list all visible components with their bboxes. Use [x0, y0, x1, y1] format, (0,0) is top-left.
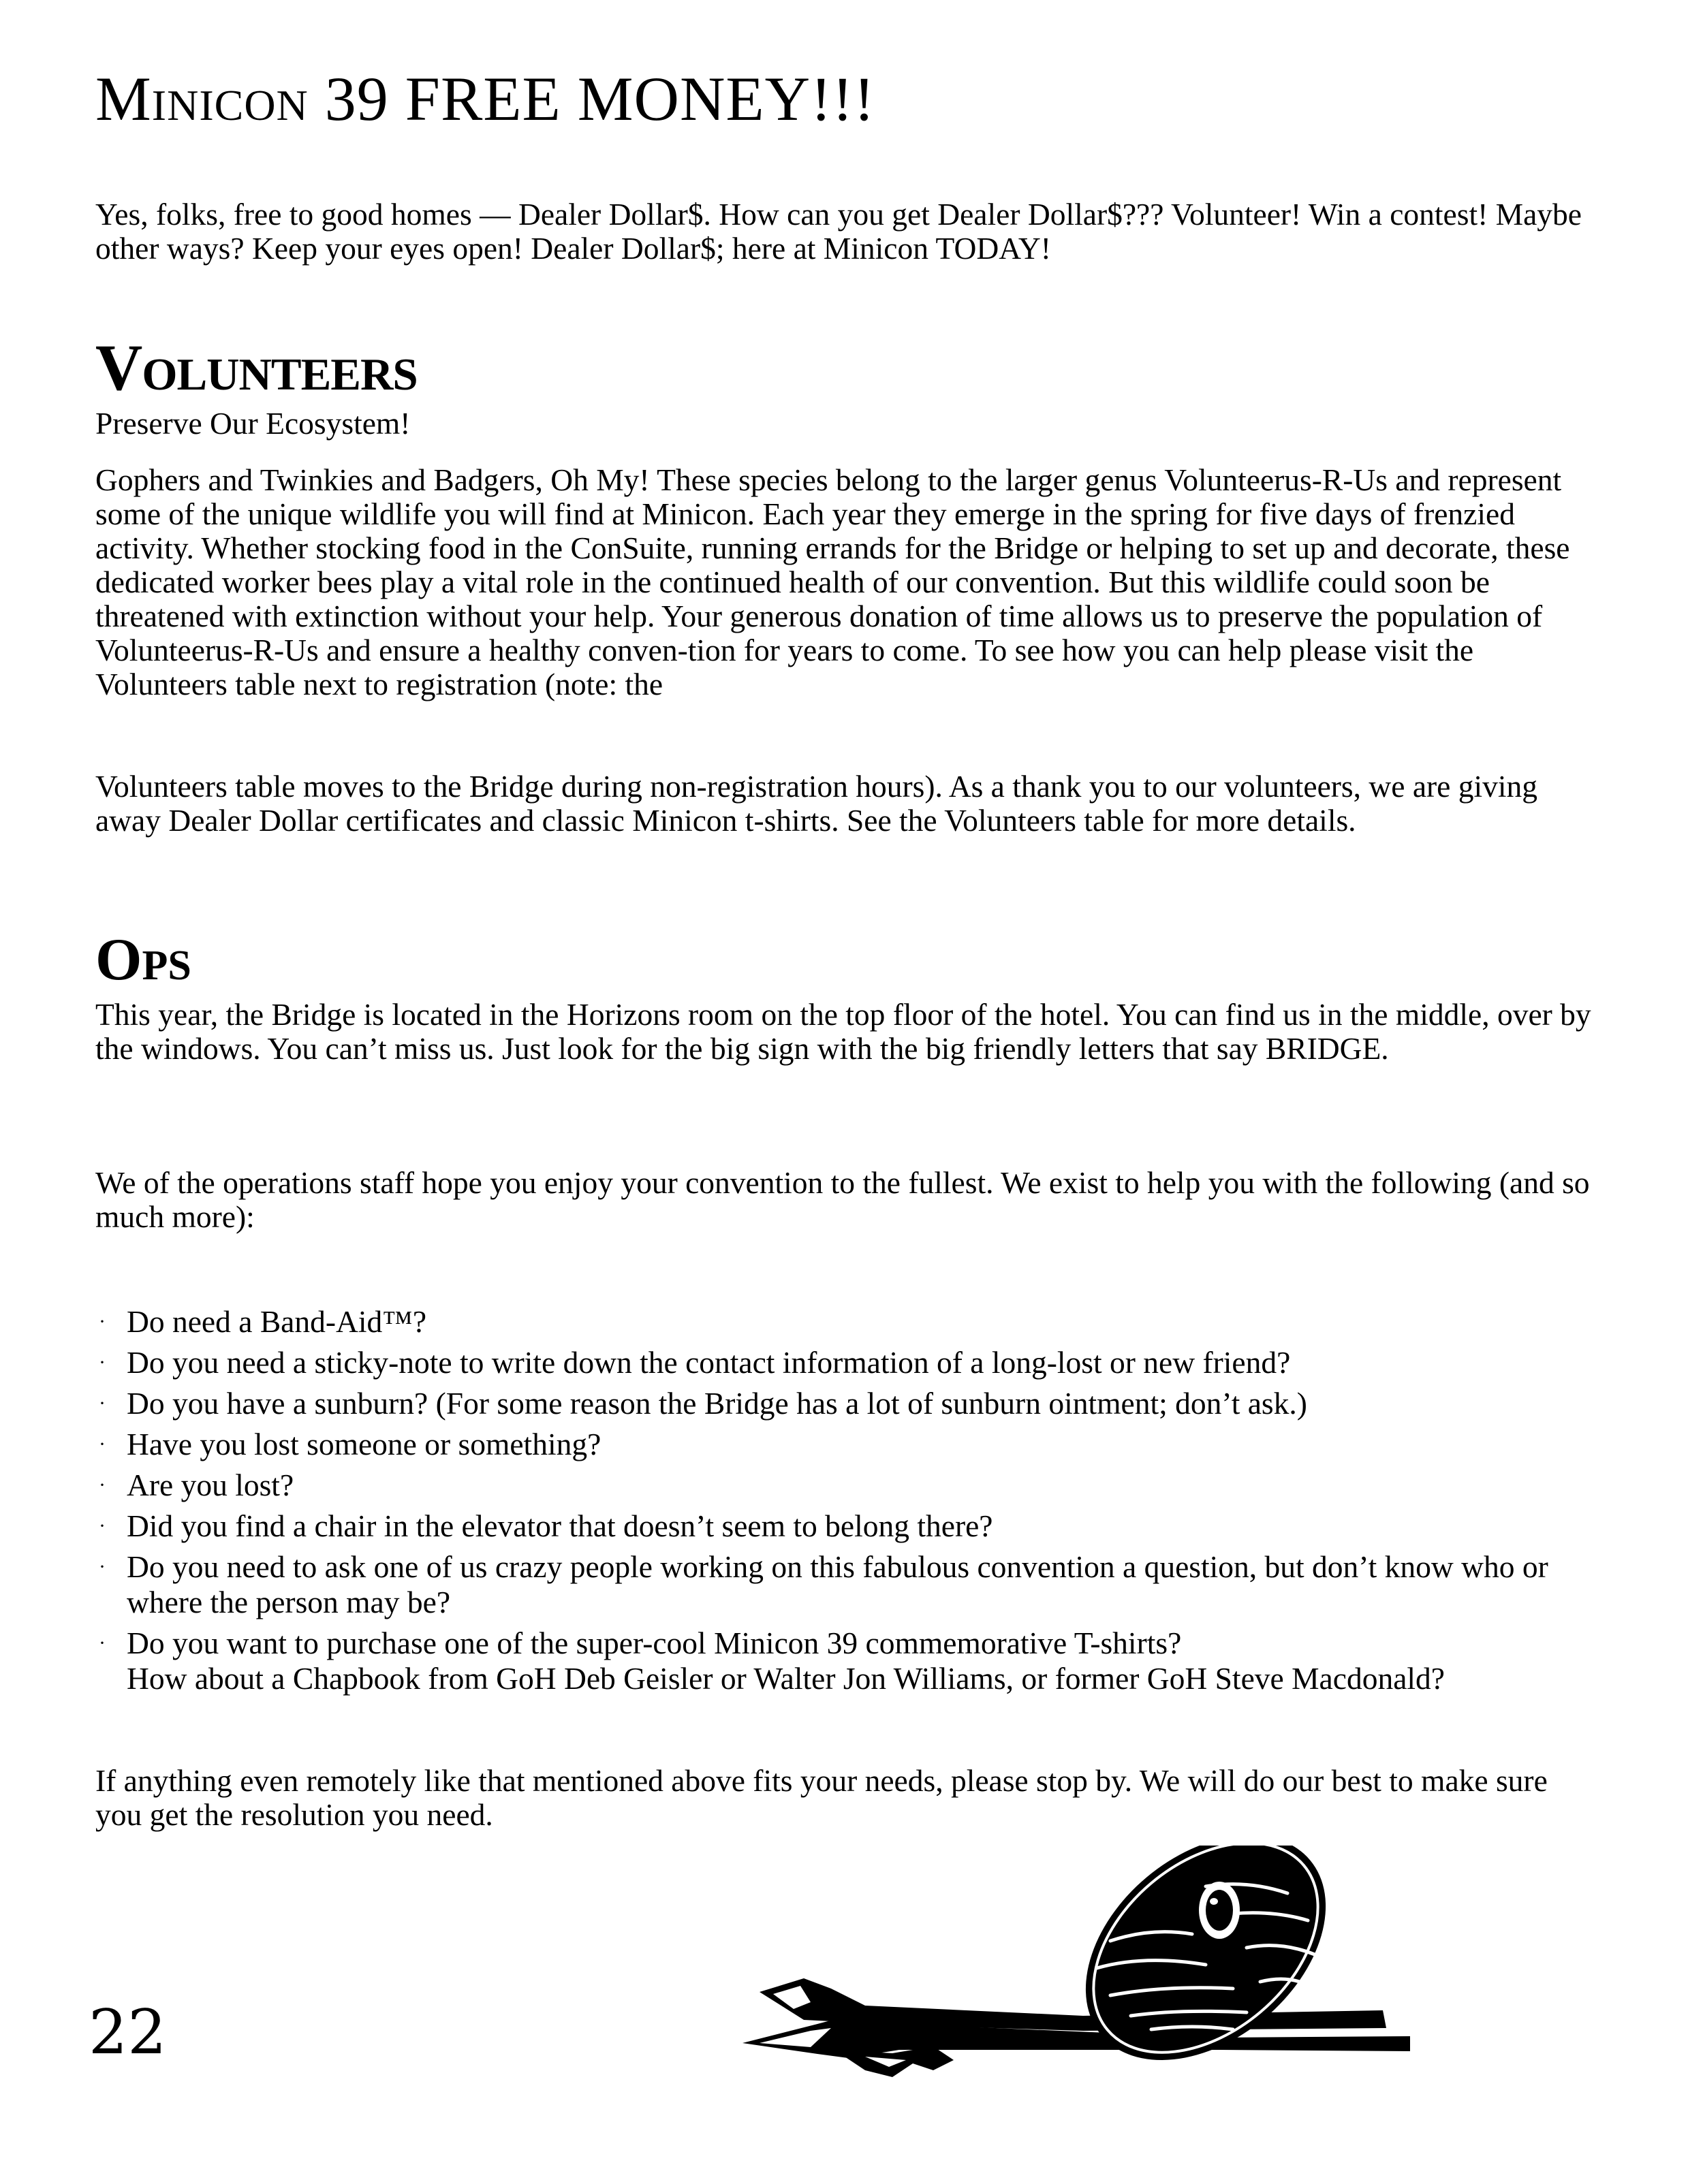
ops-paragraph-1: This year, the Bridge is located in the Horizons room on the top floor of the hotel. You can find us in the middle, over by the windows. You can’t miss us. Just look for the big sign with the big friendly letters that say BRIDGE.: [95, 997, 1591, 1066]
closing-paragraph: If anything even remotely like that mentioned above fits your needs, please stop by. We will do our best to make sure you get the resolution you need.: [95, 1763, 1548, 1832]
bullet-icon: ·: [99, 1310, 106, 1333]
list-item-text: Do you need to ask one of us crazy people working on this fabulous convention a question, but don’t know who or where the person may be?: [127, 1549, 1548, 1619]
page-number: 22: [89, 1997, 167, 2068]
list-item: [95, 1626, 1601, 1696]
bullet-icon: ·: [99, 1515, 106, 1537]
list-item-text: Do you need a sticky-note to write down the contact information of a long-lost or new friend?: [127, 1345, 1291, 1380]
list-item: [95, 1468, 1601, 1503]
list-item-text: Do you have a sunburn? (For some reason the Bridge has a lot of sunburn ointment; don’t ask.): [127, 1386, 1307, 1421]
list-item-text: Did you find a chair in the elevator that doesn’t seem to belong there?: [127, 1508, 993, 1543]
ops-heading: Ops: [95, 927, 191, 993]
volunteers-heading: Volunteers: [95, 331, 418, 404]
bullet-icon: ·: [99, 1433, 106, 1455]
list-item-text: Have you lost someone or something?: [127, 1427, 601, 1461]
list-item-extra-text: How about a Chapbook from GoH Deb Geisler or Walter Jon Williams, or former GoH Steve Macdonald?: [127, 1661, 1445, 1696]
ops-paragraph-2: We of the operations staff hope you enjoy your convention to the fullest. We exist to help you with the following (and so much more):: [95, 1165, 1590, 1234]
ops-help-list: [95, 1304, 1601, 1702]
bullet-icon: ·: [99, 1474, 106, 1496]
page-title: Minicon 39 FREE MONEY!!!: [95, 64, 875, 133]
bullet-icon: ·: [99, 1392, 106, 1414]
list-item: [95, 1427, 1601, 1462]
list-item-text: Do need a Band-Aid™?: [127, 1304, 427, 1339]
volunteers-paragraph-1: Gophers and Twinkies and Badgers, Oh My! These species belong to the larger genus Volunteerus-R-Us and represent some of the unique wildlife you will find at Minicon. Each year they emerge in the spring for five days of frenzied activity. Whether stocking food in the ConSuite, running errands for the Bridge or helping to set up and decorate, these dedicated worker bees play a vital role in the continued health of our convention. But this wildlife could soon be threatened with extinction without your help. Your generous donation of time allows us to preserve the population of Volunteerus-R-Us and ensure a healthy conven-tion for years to come. To see how you can help please visit the Volunteers table next to registration (note: the: [95, 462, 1570, 701]
list-item: [95, 1304, 1601, 1340]
volunteers-subtitle: Preserve Our Ecosystem!: [95, 406, 411, 441]
list-item: [95, 1549, 1601, 1620]
bullet-icon: ·: [99, 1555, 106, 1578]
list-item-text: Do you want to purchase one of the super-cool Minicon 39 commemorative T-shirts?: [127, 1626, 1182, 1660]
list-item: [95, 1386, 1601, 1421]
bullet-icon: ·: [99, 1632, 106, 1654]
list-item: [95, 1345, 1601, 1380]
bullet-icon: ·: [99, 1351, 106, 1374]
intro-paragraph: Yes, folks, free to good homes — Dealer Dollar$. How can you get Dealer Dollar$??? Volunteer! Win a contest! Maybe other ways? Keep your eyes open! Dealer Dollar$; here at Minicon TODAY!: [95, 197, 1582, 266]
list-item: [95, 1508, 1601, 1544]
shield-and-spears-icon: [729, 1846, 1465, 2098]
list-item-text: Are you lost?: [127, 1468, 294, 1502]
volunteers-paragraph-2: Volunteers table moves to the Bridge during non-registration hours). As a thank you to our volunteers, we are giving away Dealer Dollar certificates and classic Minicon t-shirts. See the Volunteers table for more details.: [95, 769, 1538, 838]
